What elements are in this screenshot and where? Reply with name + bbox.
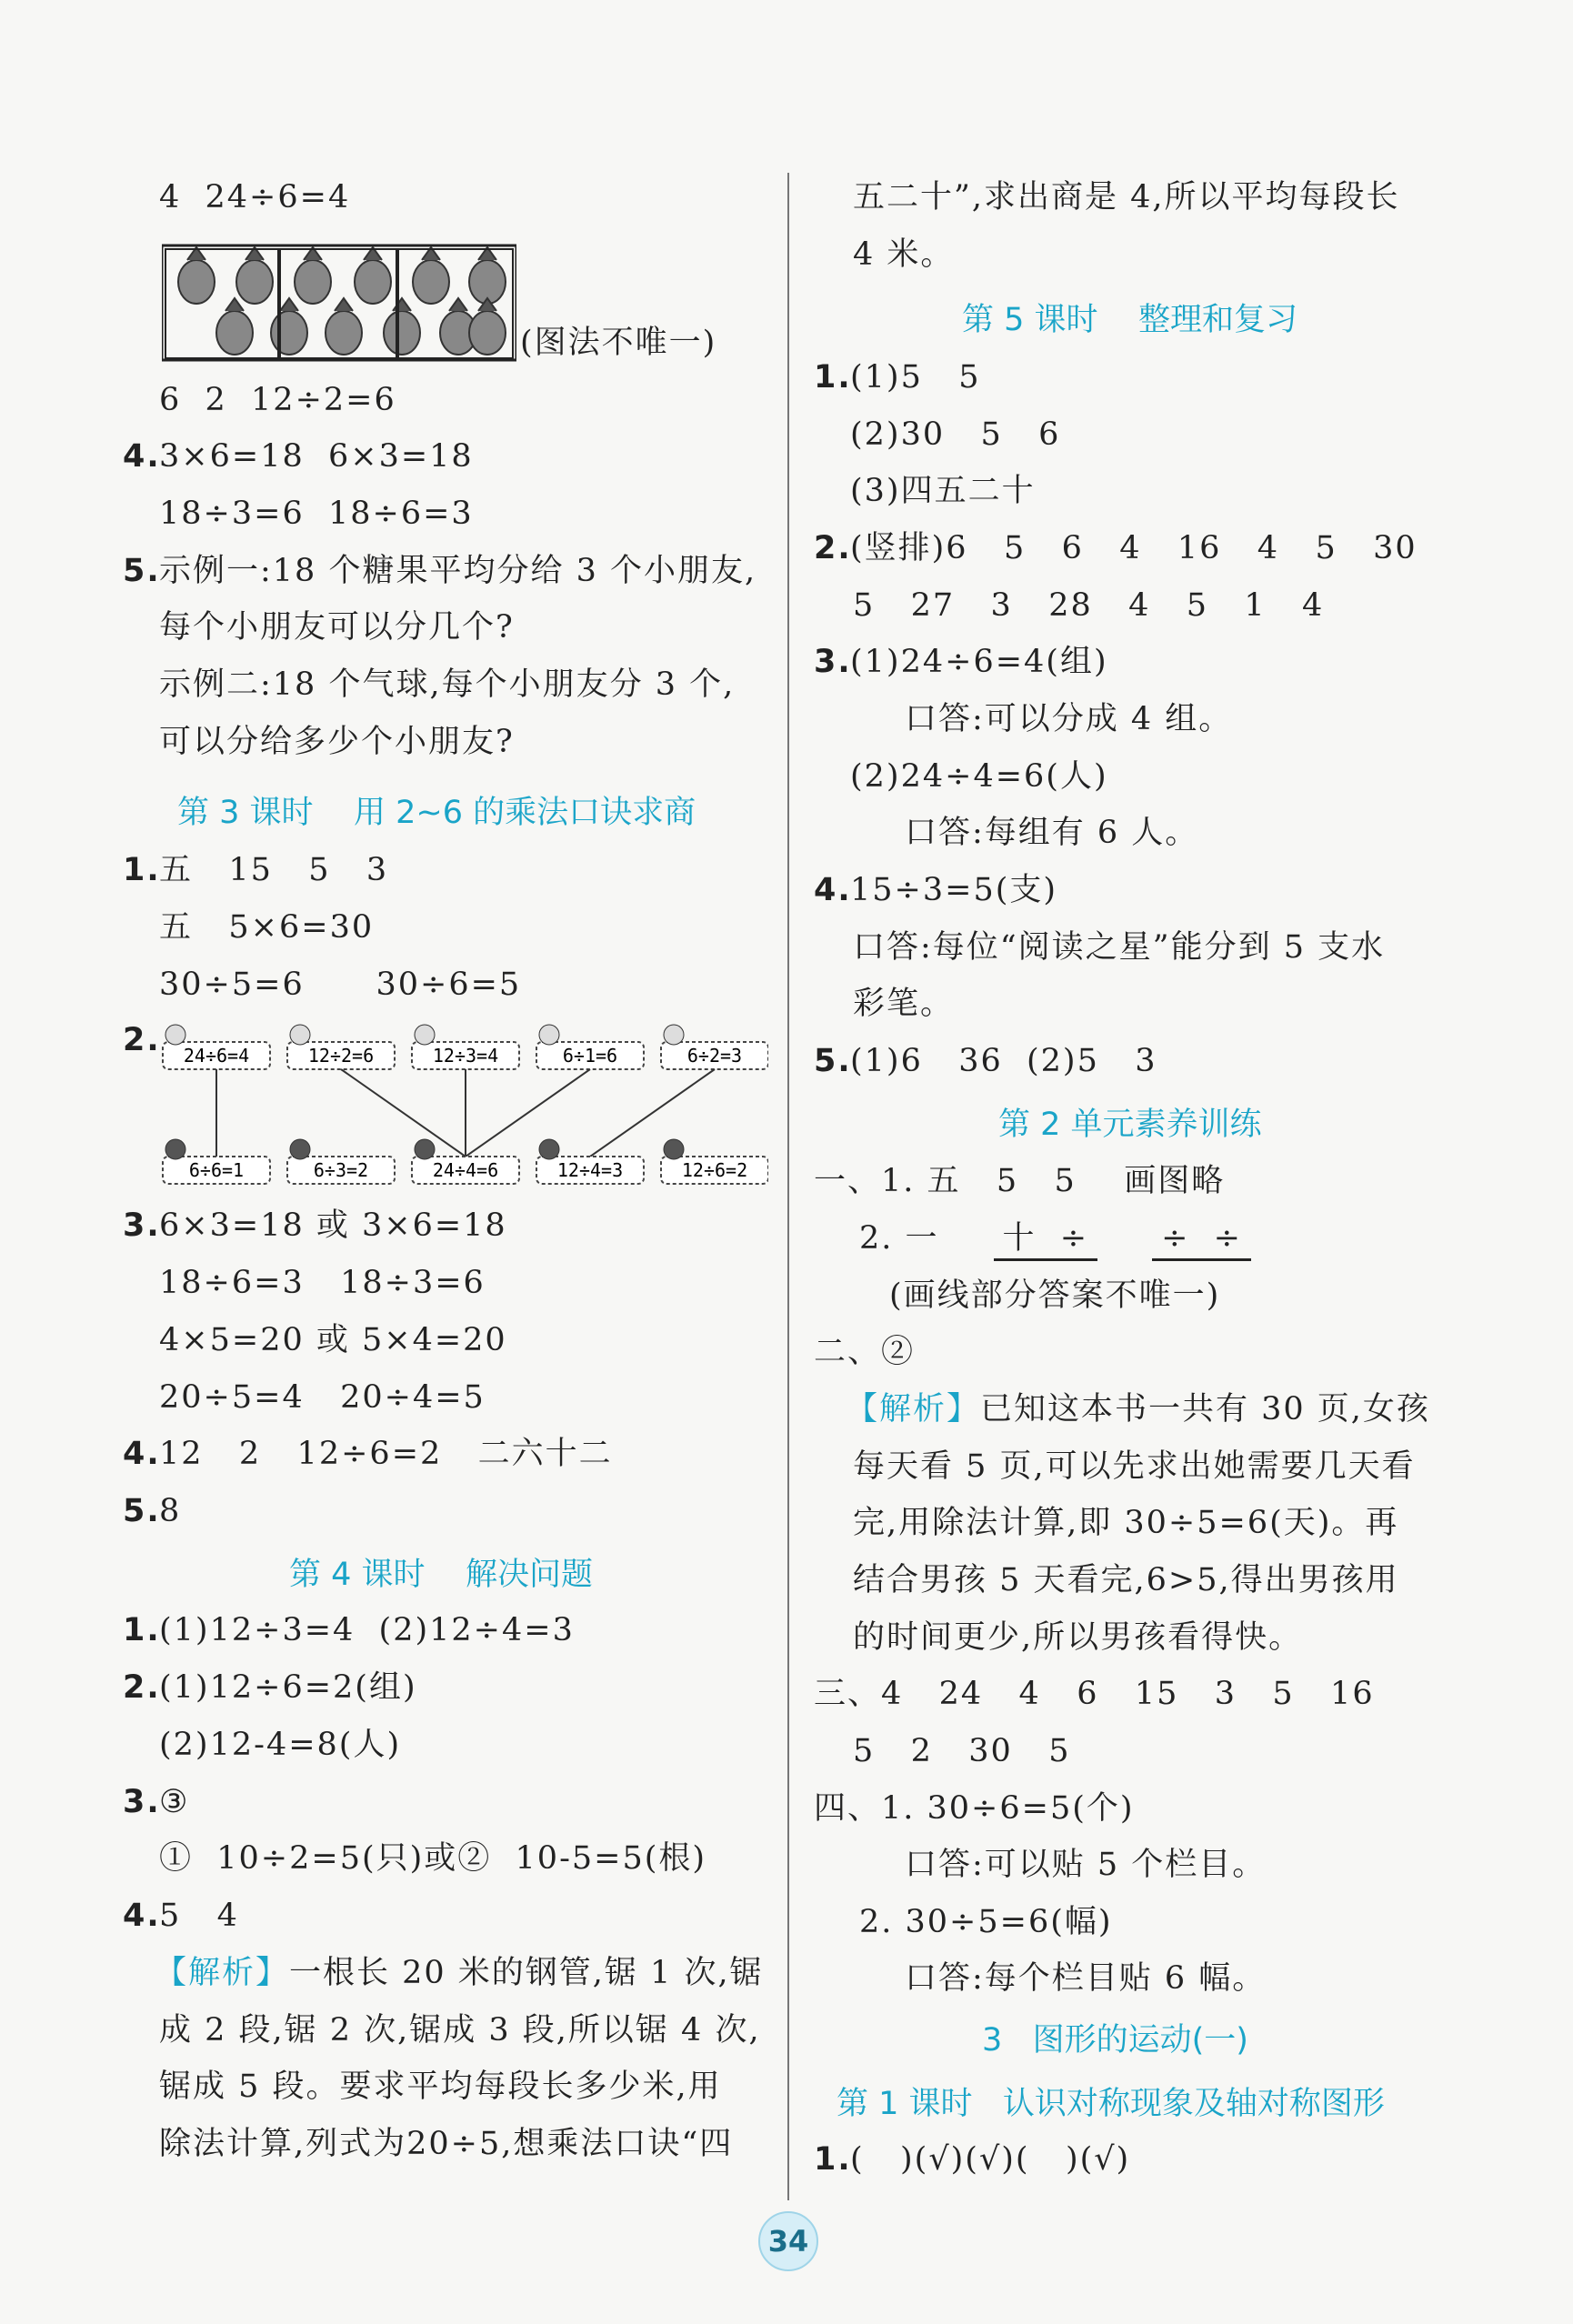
rabbit-icon — [415, 1025, 435, 1045]
bear-icon — [415, 1139, 435, 1159]
text-line: 每个小朋友可以分几个? — [159, 609, 515, 646]
pineapple-icon — [326, 298, 362, 355]
text-line: 4 24÷6=4 — [159, 179, 351, 215]
text-line: ① 10÷2=5(只)或② 10-5=5(根) — [159, 1840, 707, 1877]
text-line: 口答:可以贴 5 个栏目。 — [905, 1847, 1267, 1883]
match-label: 12÷2=6 — [307, 1045, 375, 1067]
match-label: 12÷4=3 — [556, 1159, 624, 1181]
match-label: 6÷2=3 — [686, 1045, 743, 1067]
text-line: 五二十”,求出商是 4,所以平均每段长 — [853, 179, 1400, 215]
analysis-line — [155, 1953, 764, 1993]
text-line: 可以分给多少个小朋友? — [159, 724, 515, 760]
match-card — [536, 1025, 644, 1069]
section-heading: 第 5 课时 整理和复习 — [962, 302, 1298, 338]
text-line: 12 2 12÷6=2 二六十二 — [159, 1436, 613, 1472]
text-line: 彩笔。 — [853, 986, 955, 1022]
item-number: 1. — [814, 2141, 852, 2178]
text-line: 5 2 30 5 — [853, 1733, 1071, 1769]
item-number: 3. — [123, 1207, 161, 1244]
item-number: 4. — [814, 872, 852, 908]
match-card — [661, 1139, 768, 1184]
section-heading: 第 1 课时 认识对称现象及轴对称图形 — [837, 2086, 1385, 2122]
text-line: 锯成 5 段。要求平均每段长多少米,用 — [159, 2069, 722, 2105]
match-line — [590, 1069, 715, 1157]
text-line: 8 — [159, 1493, 182, 1529]
bear-icon — [664, 1139, 684, 1159]
section-heading: 第 4 课时 解决问题 — [289, 1557, 594, 1593]
pineapple-icon — [413, 247, 449, 304]
text-line: 18÷3=6 18÷6=3 — [159, 496, 474, 532]
q2-label: 2. 一 — [859, 1220, 939, 1257]
text-line: 三、4 24 4 6 15 3 5 16 — [814, 1676, 1375, 1712]
text-line: 30÷5=6 30÷6=5 — [159, 967, 522, 1003]
text-line: 示例二:18 个气球,每个小朋友分 3 个, — [159, 666, 736, 703]
match-label: 24÷6=4 — [183, 1045, 250, 1067]
pineapple-icon — [271, 298, 307, 355]
pineapple-grouping-figure — [162, 244, 516, 362]
pineapple-icon — [236, 247, 273, 304]
text-line: ( )(√)(√)( )(√) — [850, 2141, 1131, 2178]
match-label: 6÷6=1 — [188, 1159, 245, 1181]
analysis-text: 已知这本书一共有 30 页,女孩 — [980, 1391, 1430, 1427]
column-divider — [787, 173, 789, 2200]
text-line: 6 2 12÷2=6 — [159, 382, 396, 418]
text-line: (1)12÷3=4 (2)12÷4=3 — [159, 1612, 575, 1648]
match-card — [536, 1139, 644, 1184]
underlined-answer: ÷ ÷ — [1152, 1218, 1251, 1261]
rabbit-icon — [165, 1025, 185, 1045]
text-line: ③ — [159, 1784, 190, 1820]
underlined-answer: 十 ÷ — [994, 1218, 1098, 1261]
text-line — [859, 1218, 1251, 1261]
text-line: (2)12-4=8(人) — [159, 1727, 402, 1763]
text-line: 口答:每组有 6 人。 — [905, 815, 1199, 851]
matching-figure — [159, 1020, 768, 1193]
match-card — [412, 1025, 519, 1069]
text-line: 口答:每个栏目贴 6 幅。 — [905, 1960, 1267, 1997]
text-line: 4 米。 — [853, 236, 955, 273]
match-label: 12÷6=2 — [681, 1159, 748, 1181]
text-line: (竖排)6 5 6 4 16 4 5 30 — [850, 530, 1418, 566]
pineapple-icon — [178, 247, 215, 304]
text-line: 一、1. 五 5 5 画图略 — [814, 1163, 1226, 1199]
pineapple-icon — [469, 298, 506, 355]
match-card — [661, 1025, 768, 1069]
text-line: 3×6=18 6×3=18 — [159, 438, 474, 475]
text-line: 5 27 3 28 4 5 1 4 — [853, 587, 1325, 624]
item-number: 4. — [123, 1436, 161, 1472]
match-card — [287, 1025, 395, 1069]
item-number: 5. — [123, 1493, 161, 1529]
match-label: 24÷4=6 — [432, 1159, 499, 1181]
text-line: (2)30 5 6 — [850, 416, 1061, 453]
text-line: (1)12÷6=2(组) — [159, 1669, 417, 1706]
item-number: 5. — [814, 1043, 852, 1079]
text-line: 6×3=18 或 3×6=18 — [159, 1207, 507, 1244]
match-card — [287, 1139, 395, 1184]
text-line: 五 5×6=30 — [159, 909, 375, 946]
analysis-line — [846, 1389, 1430, 1429]
text-line: 成 2 段,锯 2 次,锯成 3 段,所以锯 4 次, — [159, 2012, 761, 2049]
pineapple-icon — [469, 247, 506, 304]
text-line: 2. 30÷5=6(幅) — [859, 1904, 1113, 1940]
item-number: 2. — [123, 1669, 161, 1706]
bear-icon — [539, 1139, 559, 1159]
section-heading: 第 2 单元素养训练 — [998, 1107, 1262, 1143]
match-line — [341, 1069, 466, 1157]
match-card — [163, 1025, 270, 1069]
item-number: 3. — [814, 644, 852, 680]
rabbit-icon — [664, 1025, 684, 1045]
text-line: (2)24÷4=6(人) — [850, 758, 1108, 795]
text-line: 五 15 5 3 — [159, 852, 389, 888]
item-number: 3. — [123, 1784, 161, 1820]
analysis-text: 一根长 20 米的钢管,锯 1 次,锯 — [289, 1955, 764, 1991]
item-number: 4. — [123, 1898, 161, 1934]
rabbit-icon — [290, 1025, 310, 1045]
text-line: (1)24÷6=4(组) — [850, 644, 1108, 680]
text-line: 完,用除法计算,即 30÷5=6(天)。再 — [853, 1505, 1399, 1541]
item-number: 1. — [123, 852, 161, 888]
match-line — [466, 1069, 590, 1157]
text-line: (1)5 5 — [850, 359, 981, 396]
text-line: 二、② — [814, 1334, 916, 1370]
item-number: 2. — [814, 530, 852, 566]
match-label: 12÷3=4 — [432, 1045, 499, 1067]
pineapple-icon — [216, 298, 253, 355]
text-line: 示例一:18 个糖果平均分给 3 个小朋友, — [159, 553, 757, 589]
pineapple-icon — [295, 247, 331, 304]
text-line: 15÷3=5(支) — [850, 872, 1058, 908]
text-line: 结合男孩 5 天看完,6>5,得出男孩用 — [853, 1562, 1399, 1598]
rabbit-icon — [539, 1025, 559, 1045]
item-number: 1. — [123, 1612, 161, 1648]
analysis-tag: 【解析】 — [846, 1391, 981, 1427]
item-number: 4. — [123, 438, 161, 475]
text-line: (3)四五二十 — [850, 473, 1036, 509]
pineapple-icon — [384, 298, 420, 355]
match-label: 6÷3=2 — [313, 1159, 369, 1181]
item-number: 1. — [814, 359, 852, 396]
text-line: 口答:可以分成 4 组。 — [905, 701, 1233, 737]
text-line: 除法计算,列式为20÷5,想乘法口诀“四 — [159, 2126, 734, 2162]
match-label: 6÷1=6 — [562, 1045, 618, 1067]
text-line: 的时间更少,所以男孩看得快。 — [853, 1619, 1303, 1656]
section-heading: 第 3 课时 用 2~6 的乘法口诀求商 — [177, 795, 696, 831]
text-line: 4×5=20 或 5×4=20 — [159, 1322, 507, 1358]
text-line: 5 4 — [159, 1898, 239, 1934]
text-line: (画线部分答案不唯一) — [889, 1277, 1221, 1314]
text-line: 20÷5=4 20÷4=5 — [159, 1379, 486, 1416]
bear-icon — [290, 1139, 310, 1159]
item-number: 5. — [123, 553, 161, 589]
page-number: 34 — [758, 2211, 818, 2271]
text-line: 口答:每位“阅读之星”能分到 5 支水 — [853, 929, 1386, 966]
pineapple-icon — [355, 247, 391, 304]
text-line: 四、1. 30÷6=5(个) — [814, 1790, 1135, 1827]
text-line: 18÷6=3 18÷3=6 — [159, 1265, 486, 1301]
text-line: (图法不唯一) — [520, 325, 717, 361]
text-line: (1)6 36 (2)5 3 — [850, 1043, 1157, 1079]
analysis-tag: 【解析】 — [155, 1955, 290, 1991]
bear-icon — [165, 1139, 185, 1159]
item-number: 2. — [123, 1022, 161, 1058]
text-line: 每天看 5 页,可以先求出她需要几天看 — [853, 1448, 1416, 1485]
section-heading: 3 图形的运动(一) — [982, 2022, 1248, 2059]
